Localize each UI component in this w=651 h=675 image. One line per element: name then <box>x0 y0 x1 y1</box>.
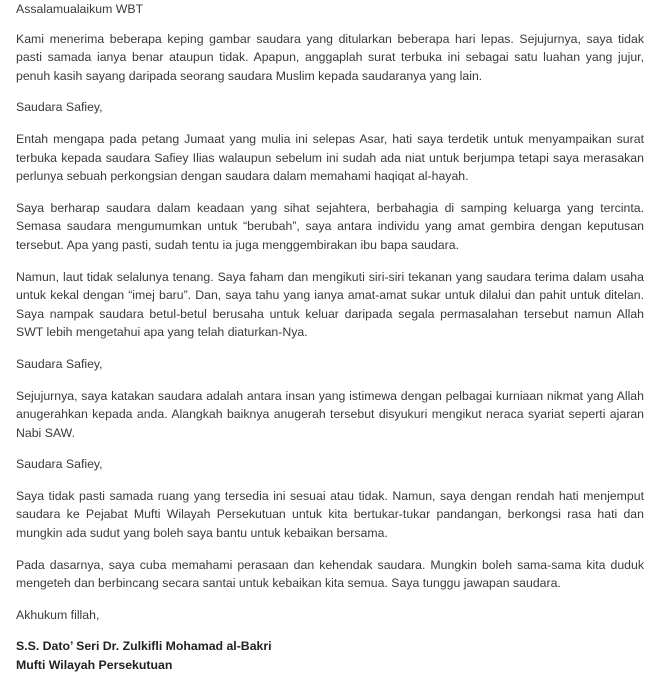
letter-paragraph-intro: Kami menerima beberapa keping gambar saudara yang ditularkan beberapa hari lepas. Sejujurnya, saya tidak pasti samada ianya benar ataupun tidak. Apapun, anggaplah surat terbuka ini sebagai satu luahan yang jujur, penuh kasih sayang daripada seorang saudara Muslim kepada saudaranya yang lain. <box>16 31 644 83</box>
letter-salutation: Saudara Safiey, <box>16 457 103 472</box>
letter-paragraph-challenges: Namun, laut tidak selalunya tenang. Saya faham dan mengikuti siri-siri tekanan yang saudara terima dalam usaha untuk kekal dengan “imej baru”. Dan, saya tahu yang ianya amat-amat sukar untuk dilalui dan pahit untuk ditelan. Saya nampak saudara betul-betul berusaha untuk keluar daripada segala permasalahan tersebut namun Allah SWT lebih mengetahui apa yang telah diaturkan-Nya. <box>16 269 644 340</box>
letter-paragraph-invitation: Saya tidak pasti samada ruang yang tersedia ini sesuai atau tidak. Namun, saya dengan rendah hati menjemput saudara ke Pejabat Mufti Wilayah Persekutuan untuk kita bertukar-tukar pandangan, berkongsi rasa hati dan mungkin ada sudut yang boleh saya bantu untuk kebaikan bersama. <box>16 488 644 541</box>
letter-greeting: Assalamualaikum WBT <box>16 2 144 16</box>
letter-salutation: Saudara Safiey, <box>16 356 103 371</box>
letter-paragraph-purpose: Entah mengapa pada petang Jumaat yang mulia ini selepas Asar, hati saya terdetik untuk menyampaikan surat terbuka kepada saudara Safiey Ilias walaupun sebelum ini sudah ada niat untuk berjumpa tetapi saya merasakan perlunya sebuah perkongsian dengan saudara dalam memahami haqiqat al-hayah. <box>16 131 644 184</box>
letter-paragraph-wellbeing: Saya berharap saudara dalam keadaan yang sihat sejahtera, berbahagia di samping keluarga yang tercinta. Semasa saudara mengumumkan untuk “berubah”, saya antara individu yang amat gembira dengan keputusan tersebut. Apa yang pasti, sudah tentu ia juga menggembirakan ibu bapa saudara. <box>16 200 644 252</box>
letter-paragraph-closing: Pada dasarnya, saya cuba memahami perasaan dan kehendak saudara. Mungkin boleh sama-sama kita duduk mengeteh dan berbincang secara santai untuk kebaikan kita semua. Saya tunggu jawapan saudara. <box>16 557 644 591</box>
letter-salutation: Saudara Safiey, <box>16 100 103 115</box>
open-letter <box>16 0 644 675</box>
signature-title: Mufti Wilayah Persekutuan <box>16 658 173 673</box>
letter-paragraph-gifts: Sejujurnya, saya katakan saudara adalah antara insan yang istimewa dengan pelbagai kurniaan nikmat yang Allah anugerahkan kepada anda. Alangkah baiknya anugerah tersebut disyukuri mengikut neraca syariat seperti ajaran Nabi SAW. <box>16 388 644 440</box>
letter-signoff: Akhukum fillah, <box>16 607 100 622</box>
signature-name: S.S. Dato’ Seri Dr. Zulkifli Mohamad al-Bakri <box>16 639 272 654</box>
letter-signature <box>16 637 644 674</box>
